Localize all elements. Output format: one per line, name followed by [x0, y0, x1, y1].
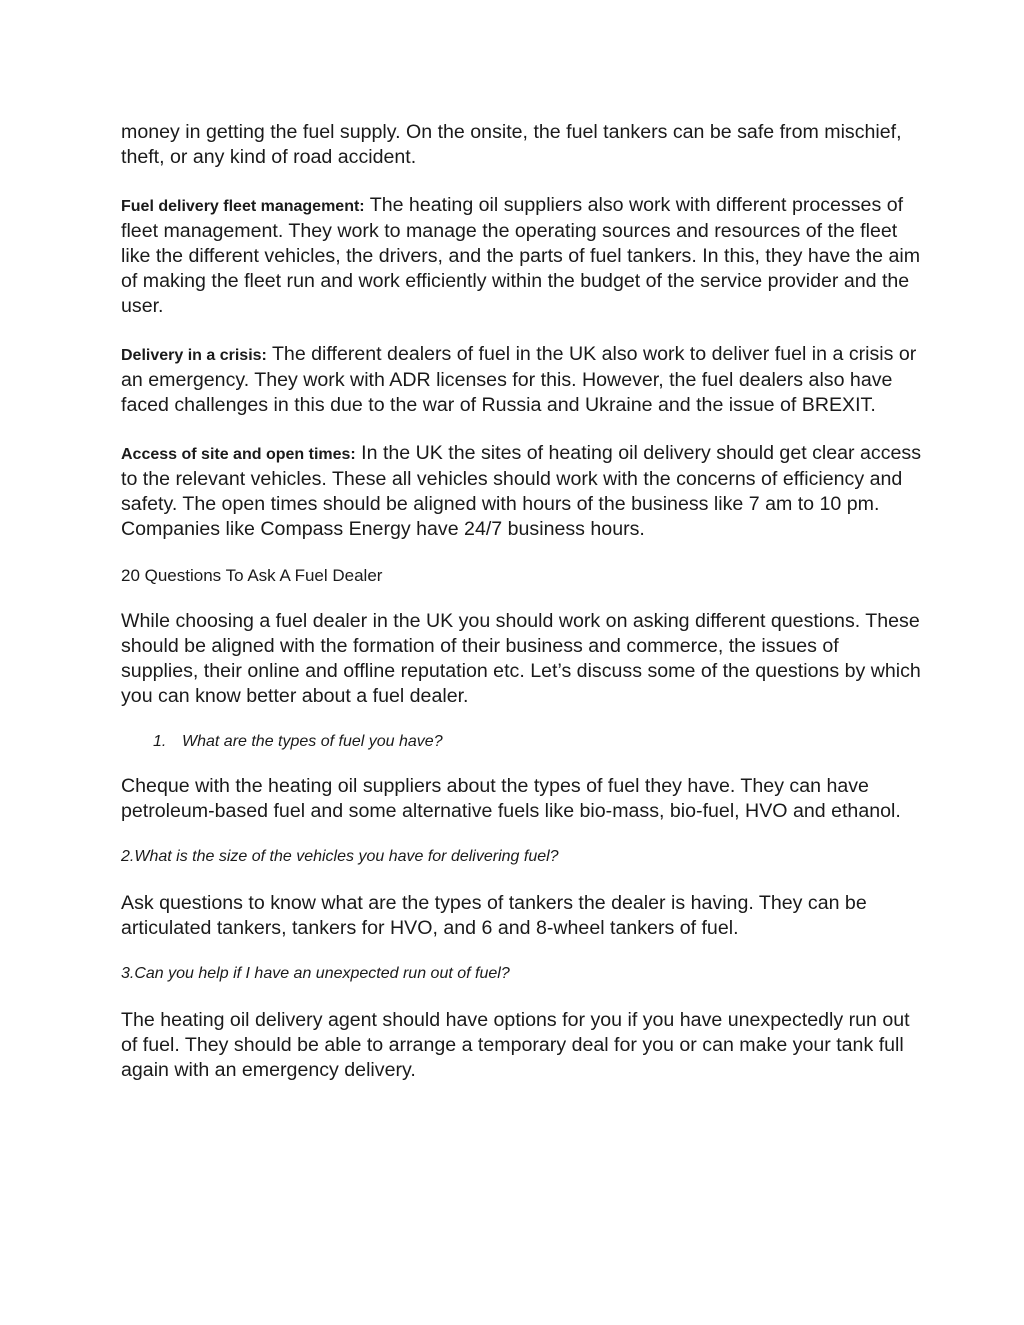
section-heading: 20 Questions To Ask A Fuel Dealer: [121, 566, 383, 585]
list-item: [121, 732, 921, 752]
paragraph-tanker-types: [121, 891, 921, 941]
paragraph-text: money in getting the fuel supply. On the onsite, the fuel tankers can be safe from mischief, theft, or any kind of road accident.: [121, 121, 902, 168]
question-list: [121, 732, 921, 752]
paragraph-text: The different dealers of fuel in the UK also work to deliver fuel in a crisis or an emergency. They work with ADR licenses for this. However, the fuel dealers also have faced challenges in this due to the war of Russia and Ukraine and the issue of BREXIT.: [121, 343, 917, 416]
paragraph-site-access: [121, 441, 921, 542]
paragraph-choosing-dealer: [121, 609, 921, 709]
paragraph-lead: Fuel delivery fleet management:: [121, 198, 365, 215]
paragraph-text: The heating oil suppliers also work with different processes of fleet management. They work to manage the operating sources and resources of the fleet like the different vehicles, the drivers, and the parts of fuel tankers. In this, they have the aim of making the fleet run and work efficiently within the budget of the service provider and the user.: [121, 194, 921, 317]
paragraph-fuel-types: [121, 774, 921, 824]
paragraph-text: Cheque with the heating oil suppliers about the types of fuel they have. They can have petroleum-based fuel and some alternative fuels like bio-mass, bio-fuel, HVO and ethanol.: [121, 775, 901, 822]
paragraph-emergency-delivery: [121, 1008, 921, 1083]
question-text: What are the types of fuel you have?: [182, 733, 443, 750]
question-vehicle-size: 2.What is the size of the vehicles you have for delivering fuel?: [121, 848, 559, 865]
paragraph-lead: Access of site and open times:: [121, 446, 356, 463]
list-number: 1.: [153, 733, 167, 750]
document-page: [121, 120, 921, 1106]
paragraph-lead: Delivery in a crisis:: [121, 347, 267, 364]
paragraph-text: While choosing a fuel dealer in the UK you should work on asking different questions. These should be aligned with the formation of their business and commerce, the issues of supplies, their online and offline reputation etc. Let’s discuss some of the questions by which you can know better about a fuel dealer.: [121, 610, 921, 707]
paragraph-text: In the UK the sites of heating oil delivery should get clear access to the relevant vehicles. These all vehicles should work with the concerns of efficiency and safety. The open times should be aligned with hours of the business like 7 am to 10 pm. Companies like Compass Energy have 24/7 business hours.: [121, 442, 921, 540]
question-run-out: 3.Can you help if I have an unexpected run out of fuel?: [121, 965, 510, 982]
paragraph-fleet-management: [121, 193, 921, 319]
paragraph-fuel-supply-safety: [121, 120, 921, 170]
paragraph-delivery-crisis: [121, 342, 921, 418]
paragraph-text: The heating oil delivery agent should have options for you if you have unexpectedly run out of fuel. They should be able to arrange a temporary deal for you or can make your tank full again with an emergency delivery.: [121, 1009, 910, 1081]
paragraph-text: Ask questions to know what are the types of tankers the dealer is having. They can be articulated tankers, tankers for HVO, and 6 and 8-wheel tankers of fuel.: [121, 892, 867, 939]
